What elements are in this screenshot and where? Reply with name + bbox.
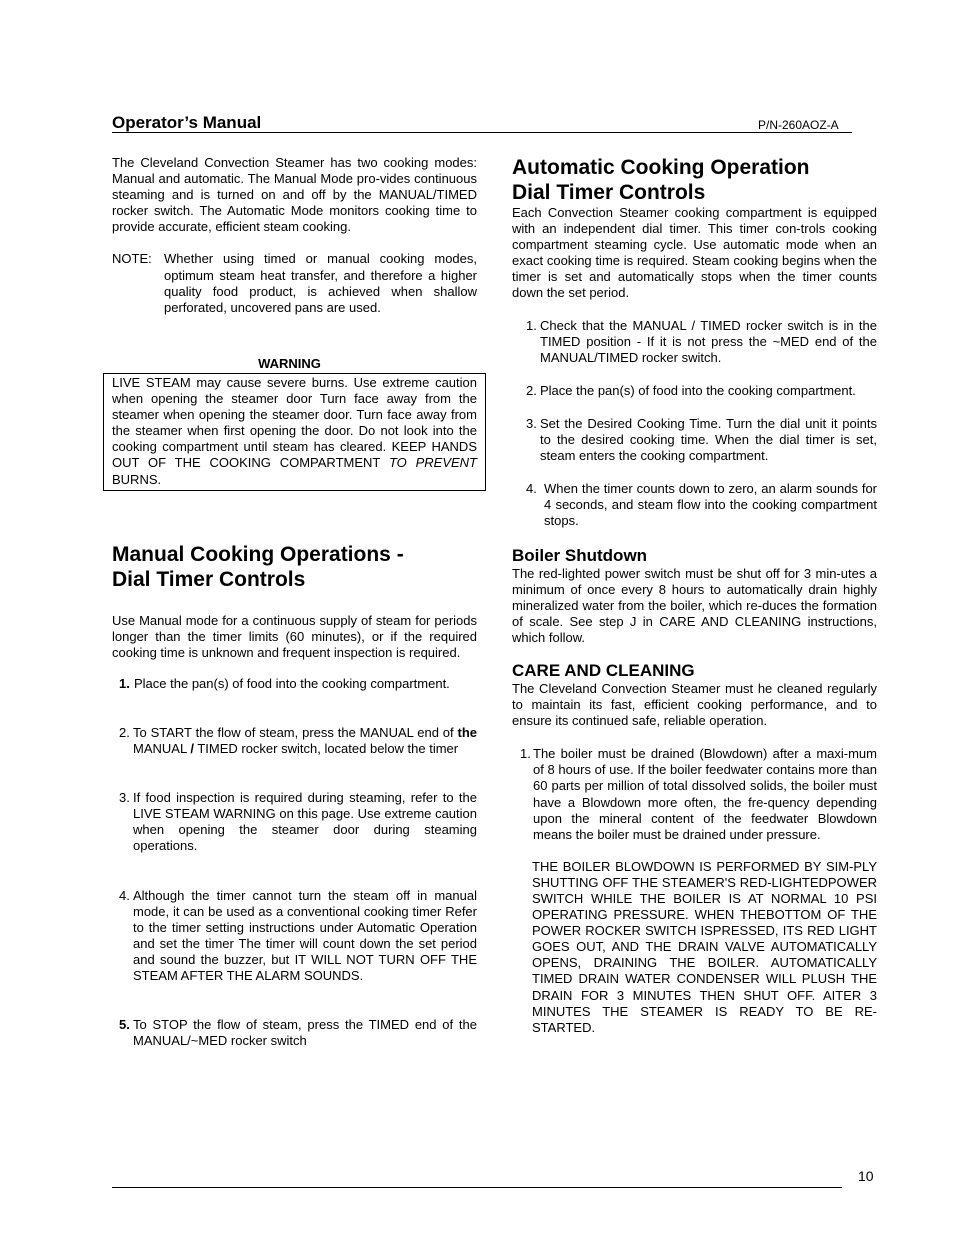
care-text: The Cleveland Convection Steamer must he cleaned regularly to maintain its fast, efficient cooking performance, and to ensure its continued safe, reliable operation. xyxy=(512,680,877,729)
step-text: The boiler must be drained (Blowdown) after a maxi-mum of 8 hours of use. If the boiler feedwater contains more than 60 parts per million of total dissolved solids, the boiler must have a Blowdown more often, the fre-quency depending upon the mineral content of the feedwater Blowdown means the boiler must be drained under pressure. xyxy=(533,746,877,842)
list-item xyxy=(112,790,477,854)
step-text: To STOP the flow of steam, press the TIMED end of the MANUAL/~MED rocker switch xyxy=(133,1017,477,1049)
warning-text-end: BURNS. xyxy=(112,471,162,487)
warning-text: LIVE STEAM may cause severe burns. Use extreme caution when opening the steamer door Turn face away from the steamer when opening the steamer door. Turn face away from the steamer when first opening the door. Do not look into the cooking compartment until steam has cleared. KEEP HANDS OUT OF THE COOKING COMPARTMENT xyxy=(112,374,477,471)
list-item xyxy=(112,1017,477,1049)
step-text-part: MANUAL xyxy=(133,741,191,757)
list-item xyxy=(512,416,877,464)
step-number: 1. xyxy=(119,675,130,691)
step-number: 1. xyxy=(526,317,537,333)
list-item xyxy=(512,746,877,843)
step-number: 3. xyxy=(119,790,130,806)
part-number: P/N-260AOZ-A xyxy=(758,118,839,132)
intro-paragraph: The Cleveland Convection Steamer has two cooking modes: Manual and automatic. The Manual Mode pro-vides continuous steaming and is turned on and off by the MANUAL/TIMED rocker switch. The Automatic Mode monitors cooking time to provide accurate, efficient steam cooking. xyxy=(112,155,477,235)
note-text: Whether using timed or manual cooking modes, optimum steam heat transfer, and therefore a higher quality food product, is achieved when shallow perforated, uncovered pans are used. xyxy=(164,251,477,315)
boiler-heading: Boiler Shutdown xyxy=(512,545,648,565)
care-heading: CARE AND CLEANING xyxy=(512,660,695,680)
blowdown-procedure: THE BOILER BLOWDOWN IS PERFORMED BY SIM-PLY SHUTTING OFF THE STEAMER'S RED-LIGHTEDPOWER SWITCH WHILE THE BOILER IS AT NORMAL 10 PSI OPERATING PRESSURE. WHEN THEBOTTOM OF THE POWER ROCKER SWITCH ISPRESSED, ITS RED LIGHT GOES OUT, AND THE DRAIN VALVE AUTOMATICALLY OPENS, DRAINING THE BOILER. AUTOMATICALLY TIMED DRAIN WATER CONDENSER WILL PLUSH THE DRAIN FOR 3 MINUTES THEN SHUT OFF. AITER 3 MINUTES THE STEAMER IS READY TO BE RE-STARTED. xyxy=(532,858,877,1035)
step-number: 3. xyxy=(526,415,537,431)
note-label: NOTE: xyxy=(112,251,152,267)
list-item xyxy=(512,481,877,529)
step-number: 2. xyxy=(526,382,537,398)
header-rule xyxy=(112,132,852,133)
step-text: If food inspection is required during steaming, refer to the LIVE STEAM WARNING on this page. Use extreme caution when opening the steamer door during steaming operations. xyxy=(133,790,477,854)
step-text: Place the pan(s) of food into the cooking compartment. xyxy=(540,382,856,398)
warning-title: WARNING xyxy=(258,355,321,371)
manual-intro: Use Manual mode for a continuous supply of steam for periods longer than the timer limits (60 minutes), or if the required cooking time is unknown and frequent inspection is required. xyxy=(112,612,477,660)
page-number: 10 xyxy=(858,1168,874,1184)
auto-heading-line2: Dial Timer Controls xyxy=(512,181,706,204)
manual-steps xyxy=(112,676,477,1049)
left-column xyxy=(112,155,477,1049)
list-item xyxy=(512,383,877,399)
step-text xyxy=(133,725,477,757)
list-item xyxy=(512,318,877,366)
step-number: 4. xyxy=(526,481,537,497)
step-text: Place the pan(s) of food into the cooking compartment. xyxy=(134,675,450,691)
manual-heading-line2: Dial Timer Controls xyxy=(112,567,306,591)
auto-steps xyxy=(512,318,877,530)
boiler-text: The red-lighted power switch must be shut off for 3 min-utes a minimum of once every 8 hours to automatically drain highly mineralized water from the boiler, which re-duces the formation of scale. See step J in CARE AND CLEANING instructions, which follow. xyxy=(512,565,877,645)
manual-heading-line1: Manual Cooking Operations - xyxy=(112,542,404,566)
step-number: 2. xyxy=(119,724,130,740)
step-number: 1. xyxy=(520,746,531,762)
step-text: Although the timer cannot turn the steam off in manual mode, it can be used as a conventional cooking timer Refer to the timer setting instructions under Automatic Operation and set the timer The timer will count down the set period and sound the buzzer, but IT WILL NOT TURN OFF THE STEAM AFTER THE ALARM SOUNDS. xyxy=(133,887,477,983)
list-item xyxy=(112,888,477,985)
auto-heading-line1: Automatic Cooking Operation xyxy=(512,156,810,179)
warning-text-italic: TO PREVENT xyxy=(388,455,477,471)
step-text: Set the Desired Cooking Time. Turn the dial unit it points to the desired cooking time. When the dial timer is set, steam enters the cooking compartment. xyxy=(540,415,877,464)
step-text-part: TIMED rocker switch, located below the timer xyxy=(193,741,459,757)
manual-title: Operator’s Manual xyxy=(112,113,262,132)
manual-heading xyxy=(112,542,477,592)
step-text-bold: / xyxy=(190,741,194,757)
right-column xyxy=(512,155,877,1036)
list-item xyxy=(112,676,477,692)
auto-intro: Each Convection Steamer cooking compartment is equipped with an independent dial timer. This timer con-trols cooking compartment steaming cycle. Use automatic mode when an exact cooking time is required. Steam cooking begins when the timer is set and automatically stops when the timer counts down the set period. xyxy=(512,205,877,301)
auto-heading xyxy=(512,155,877,205)
step-text: When the timer counts down to zero, an alarm sounds for 4 seconds, and steam flow into the cooking compartment stops. xyxy=(544,481,877,529)
step-text-part: To START the flow of steam, press the MANUAL end of xyxy=(133,724,458,740)
footer-rule xyxy=(112,1187,842,1188)
step-text: Check that the MANUAL / TIMED rocker switch is in the TIMED position - If it is not press the ~MED end of the MANUAL/TIMED rocker switch. xyxy=(540,317,877,365)
list-item xyxy=(112,725,477,757)
warning-box xyxy=(103,373,486,491)
step-text-bold: the xyxy=(457,724,477,740)
step-number: 4. xyxy=(119,887,130,903)
note-block xyxy=(112,251,477,315)
step-number: 5. xyxy=(119,1017,130,1033)
